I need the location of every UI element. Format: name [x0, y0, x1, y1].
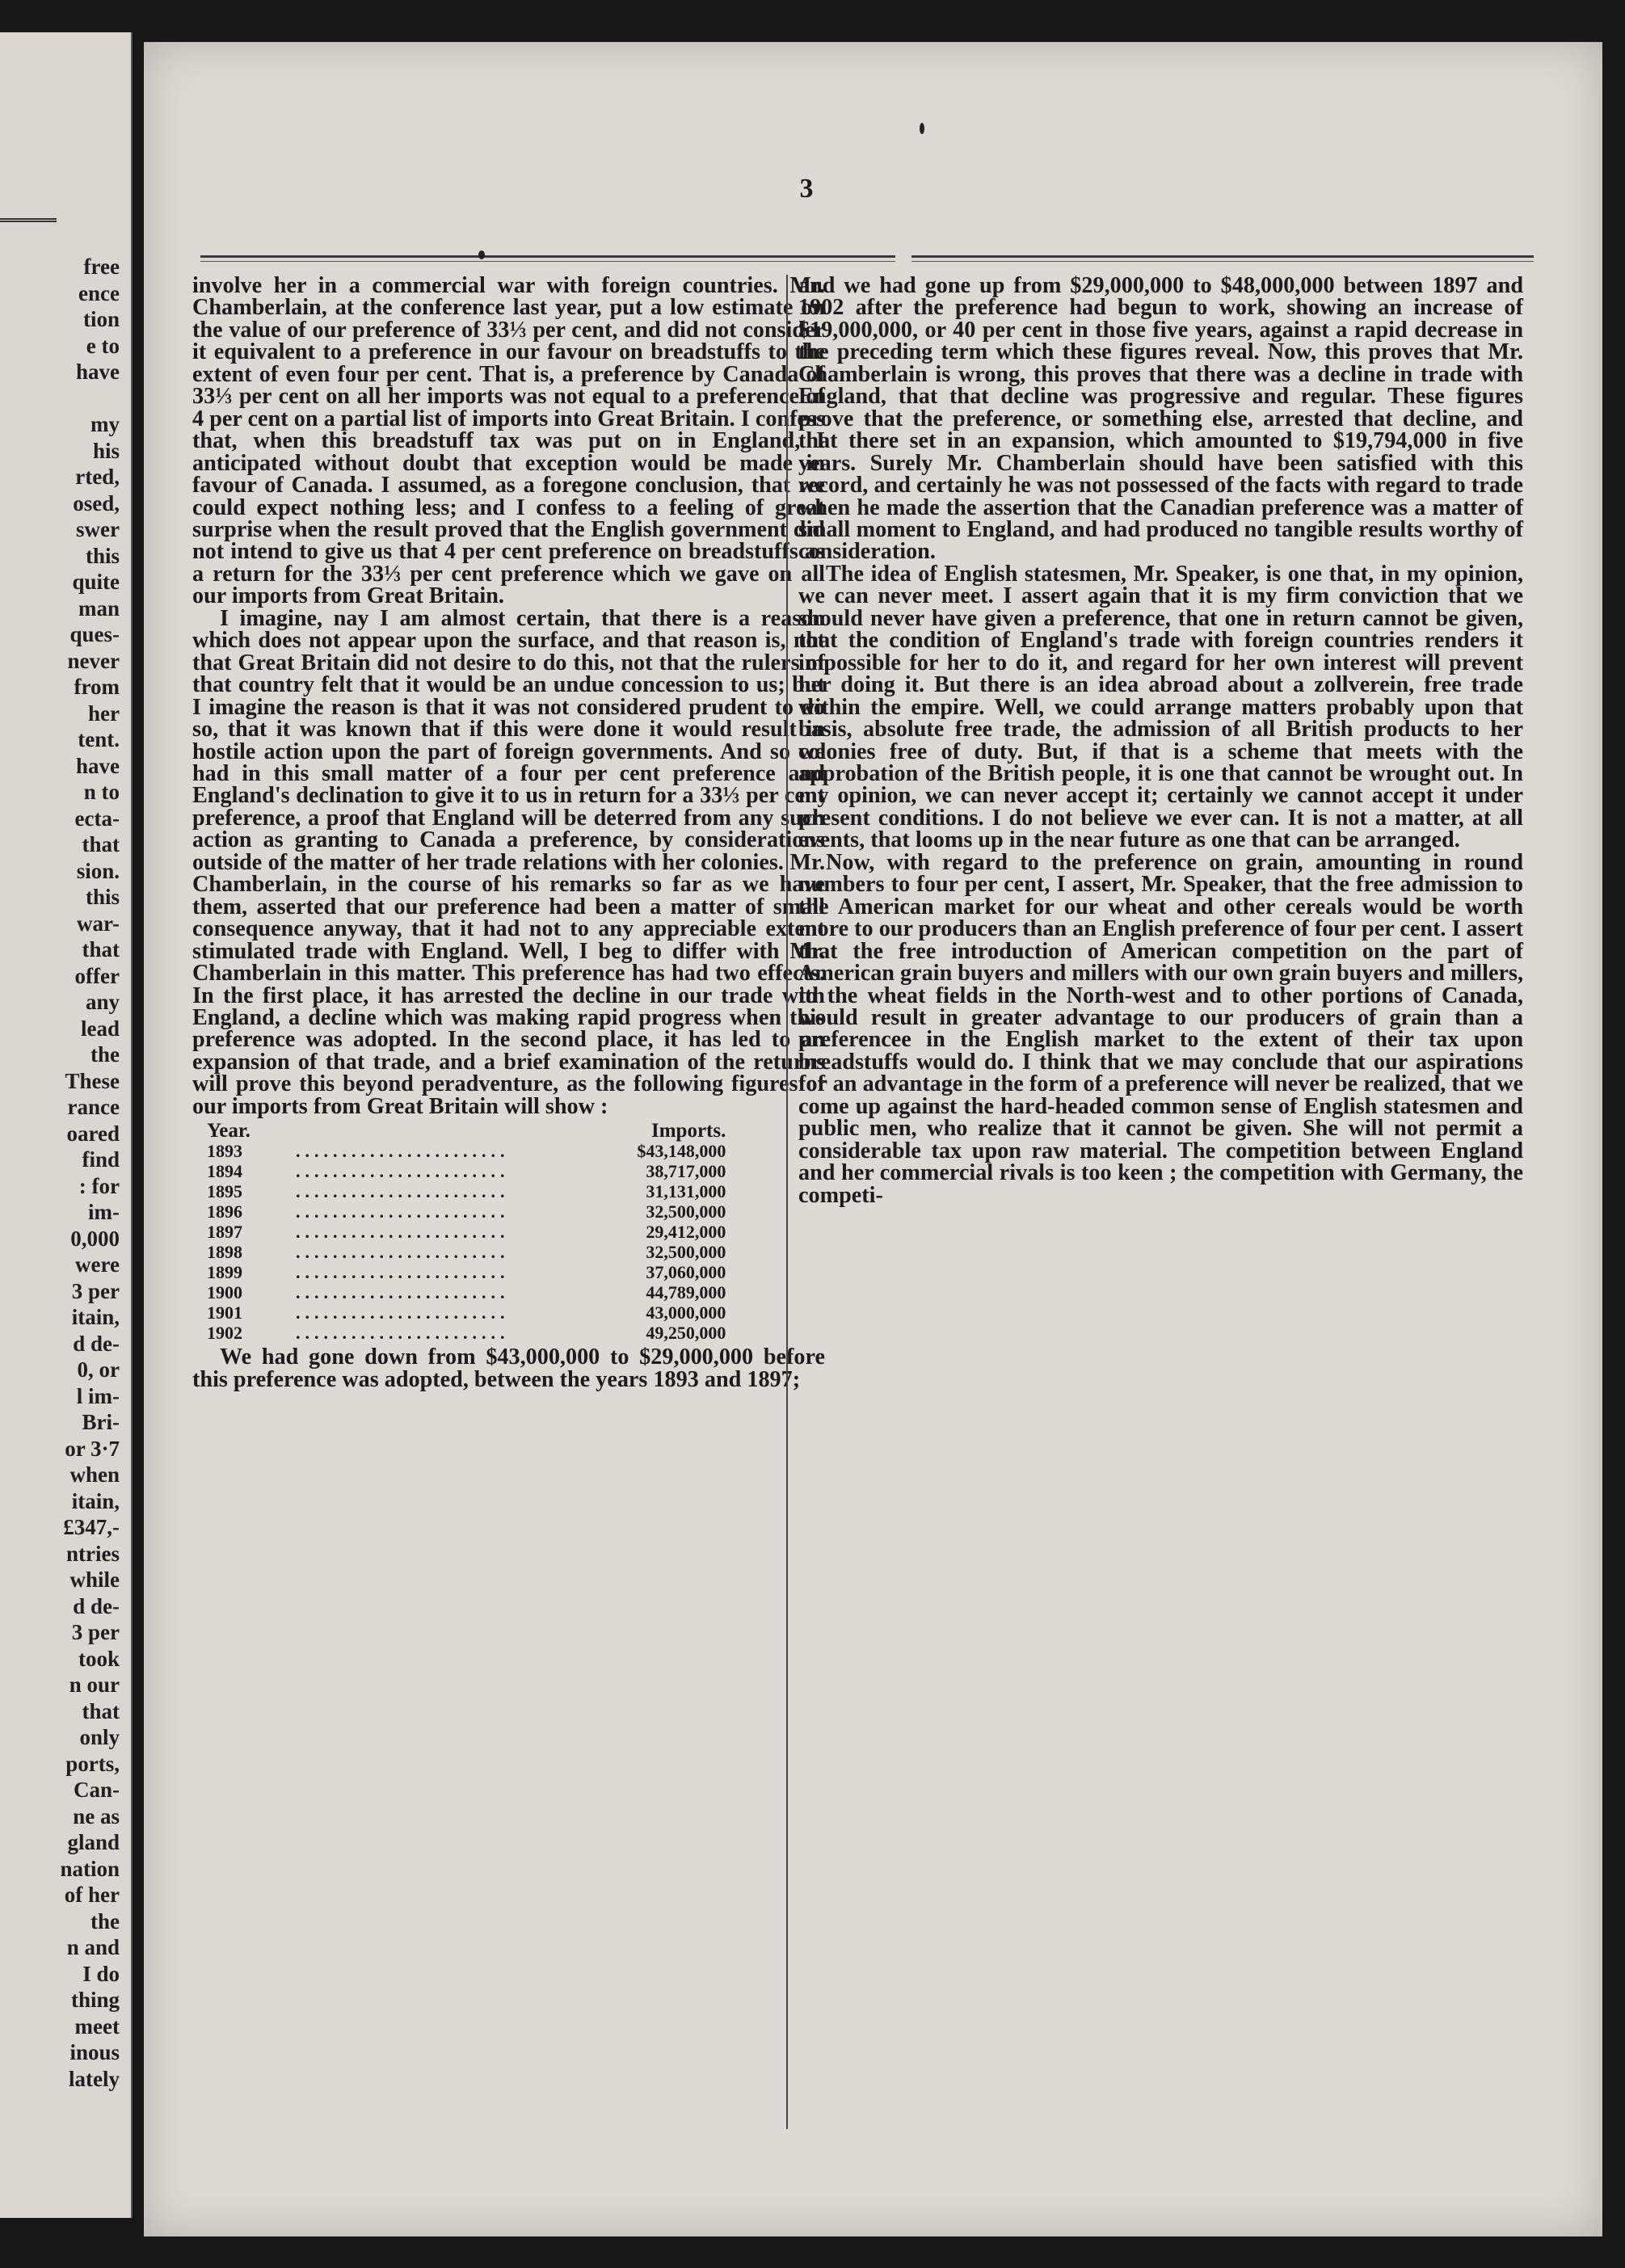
- leader-dots: .......................: [296, 1141, 510, 1162]
- table-row: [207, 1201, 726, 1222]
- facing-page-line: the: [91, 1908, 120, 1933]
- facing-page-line: that: [82, 937, 120, 961]
- facing-page-line: when: [69, 1462, 120, 1487]
- facing-page-line: swer: [76, 517, 120, 541]
- text-column-right: [798, 275, 1523, 1206]
- facing-page-line: n to: [83, 780, 120, 804]
- imports-cell: 29,412,000: [646, 1222, 726, 1243]
- table-row: [207, 1222, 726, 1242]
- year-cell: 1893: [207, 1141, 242, 1162]
- facing-page-line: only: [79, 1725, 120, 1749]
- facing-page-line: any: [85, 990, 120, 1014]
- table-row: [207, 1302, 726, 1323]
- year-cell: 1897: [207, 1222, 242, 1243]
- leader-dots: .......................: [296, 1262, 510, 1283]
- facing-page-line: £347,-: [63, 1515, 120, 1539]
- facing-page-line: tent.: [78, 727, 120, 751]
- facing-page-line: have: [76, 360, 120, 384]
- year-cell: 1899: [207, 1262, 242, 1283]
- imports-cell: 37,060,000: [646, 1262, 726, 1283]
- facing-page-line: Bri-: [82, 1410, 120, 1434]
- imports-header: Imports.: [651, 1120, 726, 1142]
- page-number: 3: [799, 174, 814, 204]
- facing-page-line: n our: [69, 1673, 120, 1697]
- column-divider: [786, 275, 788, 2129]
- facing-page-line: itain,: [71, 1488, 120, 1513]
- table-row: [207, 1161, 726, 1181]
- table-row: [207, 1282, 726, 1302]
- paragraph: and we had gone up from $29,000,000 to $48,000,000 between 1897 and 1902 after the preference had begun to work, showing an increase of $19,000,000, or 40 per cent in those five years, against a rapid decrease in the preceding term which these figures reveal. Now, this proves that Mr. Chamberlain is wrong, this proves that there was a decline in trade with England, that that decline was progressive and regular. These figures prove that the preference, or something else, arrested that decline, and that there set in an expansion, which amounted to $19,794,000 in five years. Surely Mr. Chamberlain should have been satisfied with this record, and certainly he was not possessed of the facts with regard to trade when he made the assertion that the Canadian preference was a matter of small moment to England, and had produced no tangible results worthy of consideration.: [798, 273, 1523, 565]
- facing-page-line: meet: [74, 2013, 120, 2039]
- facing-page-line: that: [82, 1698, 120, 1723]
- imports-cell: $43,148,000: [637, 1141, 726, 1162]
- facing-page-line: d de-: [73, 1593, 120, 1618]
- facing-page-line: Can-: [73, 1778, 120, 1802]
- imports-cell: 32,500,000: [646, 1201, 726, 1222]
- facing-page-line: ques-: [69, 622, 120, 646]
- leader-dots: .......................: [296, 1181, 510, 1202]
- facing-page-line: 0, or: [77, 1357, 120, 1382]
- imports-cell: 44,789,000: [646, 1282, 726, 1303]
- paragraph: involve her in a commercial war with foreign countries. Mr. Chamberlain, at the conference last year, put a low estimate on the value of our preference of 33⅓ per cent, and did not consider it equivalent to a preference in our favour on breadstuffs to the extent of even four per cent. That is, a preference by Canada of 33⅓ per cent on all her imports was not equal to a preference of 4 per cent on a partial list of imports into Great Britain. I confess that, when this breadstuff tax was put on in England, I anticipated without doubt that exception would be made in favour of Canada. I assumed, as a foregone conclusion, that we could expect nothing less; and I confess to a feeling of great surprise when the result proved that the English government did not intend to give us that 4 per cent preference on breadstuffs as a return for the 33⅓ per cent preference which we gave on all our imports from Great Britain.: [192, 273, 825, 609]
- facing-page-line: ne as: [73, 1803, 120, 1828]
- year-cell: 1895: [207, 1181, 242, 1202]
- scanned-page: [144, 42, 1602, 2236]
- paragraph: I imagine, nay I am almost certain, that there is a reason which does not appear upon the surface, and that reason is, not that Great Britain did not desire to do this, not that the rulers of that country felt that it would be an undue concession to us; but I imagine the reason is that it was not considered prudent to do so, that it was known that if this were done it would result in hostile action upon the part of foreign governments. And so we had in this small matter of a four per cent preference and England's declination to give it to us in return for a 33⅓ per cent preference, a proof that England will be deterred from any such action as granting to Canada a preference, by considerations outside of the matter of her trade relations with her colonies. Mr. Chamberlain, in the course of his remarks so far as we have them, asserted that our preference had been a matter of small consequence anyway, that it had not to any appreciable extent stimulated trade with England. Well, I beg to differ with Mr. Chamberlain in this matter. This preference has had two effects. In the first place, it has arrested the decline in our trade with England, a decline which was making rapid progress when this preference was adopted. In the second place, it has led to an expansion of that trade, and a brief examination of the returns will prove this beyond peradventure, as the following figures of our imports from Great Britain will show :: [192, 605, 825, 1119]
- facing-page-line: l im-: [76, 1383, 120, 1408]
- table-row: [207, 1262, 726, 1282]
- header-rule-left: [200, 255, 895, 262]
- paragraph: The idea of English statesmen, Mr. Speaker, is one that, in my opinion, we can never meet. I assert again that it is my firm conviction that we should never have given a preference, that one in return cannot be given, that the condition of England's trade with foreign countries renders it impossible for her to do it, and regard for her own interest will prevent her doing it. But there is an idea abroad about a zollverein, free trade within the empire. Well, we could arrange matters probably upon that basis, absolute free trade, the admission of all British products to her colonies free of duty. But, if that is a scheme that meets with the approbation of the British people, it is one that cannot be wrought out. In my opinion, we can never accept it; certainly we cannot accept it under present conditions. I do not believe we ever can. It is not a matter, at all events, that looms up in the near future as one that can be arranged.: [798, 561, 1523, 853]
- facing-page-line: lead: [80, 1016, 120, 1041]
- facing-page-line: rted,: [75, 465, 120, 489]
- facing-page-line: osed,: [73, 490, 120, 515]
- table-header-row: [207, 1121, 726, 1141]
- table-row: [207, 1323, 726, 1343]
- facing-page-line: : for: [78, 1173, 120, 1198]
- facing-page-line: 3 per: [71, 1278, 120, 1303]
- facing-page-line: oared: [66, 1121, 120, 1146]
- leader-dots: .......................: [296, 1323, 510, 1344]
- facing-page-line: while: [69, 1567, 120, 1592]
- facing-page-line: sion.: [76, 858, 120, 883]
- leader-dots: .......................: [296, 1242, 510, 1263]
- facing-page-line: ports,: [65, 1751, 120, 1776]
- facing-page-line: gland: [67, 1830, 120, 1854]
- facing-page-line: offer: [74, 963, 120, 988]
- facing-page-line: took: [78, 1646, 120, 1671]
- table-row: [207, 1242, 726, 1262]
- facing-page-line: the: [91, 1042, 120, 1067]
- facing-page-line: ntries: [66, 1541, 120, 1566]
- year-cell: 1894: [207, 1161, 242, 1182]
- facing-page-line: rance: [67, 1095, 120, 1119]
- facing-page-line: free: [83, 255, 120, 279]
- year-header: Year.: [207, 1120, 250, 1142]
- facing-page-line: of her: [64, 1883, 120, 1907]
- facing-page-line: or 3·7: [65, 1436, 120, 1461]
- facing-page-line: quite: [72, 570, 120, 594]
- facing-page-line: man: [78, 595, 120, 621]
- imports-cell: 38,717,000: [646, 1161, 726, 1182]
- imports-cell: 31,131,000: [646, 1181, 726, 1202]
- facing-page-line: 3 per: [71, 1620, 120, 1644]
- table-row: [207, 1141, 726, 1161]
- facing-page-line: his: [92, 438, 120, 463]
- facing-page-line: find: [82, 1147, 120, 1172]
- facing-page-line: lately: [69, 2066, 120, 2091]
- paragraph: We had gone down from $43,000,000 to $29,000,000 before this preference was adopted, between the years 1893 and 1897;: [192, 1344, 825, 1392]
- facing-page-line: d de-: [73, 1331, 120, 1356]
- table-row: [207, 1181, 726, 1201]
- ink-speck: [920, 123, 924, 134]
- paragraph: Now, with regard to the preference on grain, amounting in round numbers to four per cent, I assert, Mr. Speaker, that the free admission to the American market for our wheat and other cereals would be worth more to our producers than an English preference of four per cent. I assert that the free introduction of American competition on the part of American grain buyers and millers with our own grain buyers and millers, to the wheat fields in the North-west and to other portions of Canada, would result in greater advantage to our producers of grain than a preferencee in the English market to the extent of their tax upon breadstuffs would do. I think that we may conclude that our aspirations for an advantage in the form of a preference will never be realized, that we come up against the hard-headed common sense of English statesmen and public men, who realize that it cannot be given. She will not permit a considerable tax upon raw material. The competition between England and her commercial rivals is too keen ; the competition with Germany, the competi-: [798, 849, 1523, 1208]
- facing-page-line: inous: [69, 2040, 120, 2064]
- ink-speck: [478, 250, 485, 259]
- facing-page-line: have: [76, 753, 120, 778]
- leader-dots: .......................: [296, 1302, 510, 1323]
- text-column-left: [192, 275, 825, 1391]
- leader-dots: .......................: [296, 1222, 510, 1243]
- facing-page-line: my: [91, 412, 120, 436]
- facing-page-line: war-: [77, 911, 120, 936]
- header-rule-right: [911, 255, 1534, 262]
- leader-dots: .......................: [296, 1282, 510, 1303]
- facing-page-line: 0,000: [70, 1226, 120, 1251]
- facing-page-line: thing: [70, 1988, 120, 2012]
- facing-page-line: this: [85, 543, 120, 568]
- facing-page-line: this: [85, 885, 120, 909]
- imports-cell: 43,000,000: [646, 1302, 726, 1323]
- facing-page-line: her: [88, 701, 120, 726]
- facing-page-line: itain,: [71, 1305, 120, 1329]
- facing-page-line: tion: [82, 307, 120, 331]
- facing-page-line: that: [82, 832, 120, 856]
- leader-dots: .......................: [296, 1161, 510, 1182]
- facing-page-line: im-: [88, 1200, 120, 1224]
- year-cell: 1900: [207, 1282, 242, 1303]
- facing-page-line: never: [67, 648, 120, 673]
- leader-dots: .......................: [296, 1201, 510, 1222]
- facing-page-fragment: [0, 32, 133, 2218]
- facing-page-line: from: [74, 675, 120, 699]
- facing-page-line: I do: [82, 1961, 120, 1986]
- imports-table: [207, 1121, 726, 1343]
- year-cell: 1902: [207, 1323, 242, 1344]
- facing-page-line: ecta-: [74, 806, 120, 831]
- year-cell: 1901: [207, 1302, 242, 1323]
- facing-page-line: nation: [60, 1856, 120, 1881]
- imports-cell: 49,250,000: [646, 1323, 726, 1344]
- facing-page-line: e to: [86, 333, 120, 358]
- imports-cell: 32,500,000: [646, 1242, 726, 1263]
- year-cell: 1898: [207, 1242, 242, 1263]
- year-cell: 1896: [207, 1201, 242, 1222]
- facing-page-rule: [0, 218, 57, 222]
- facing-page-line: These: [65, 1068, 120, 1093]
- facing-page-line: ence: [78, 280, 120, 305]
- facing-page-line: n and: [66, 1935, 120, 1959]
- facing-page-line: were: [75, 1252, 120, 1277]
